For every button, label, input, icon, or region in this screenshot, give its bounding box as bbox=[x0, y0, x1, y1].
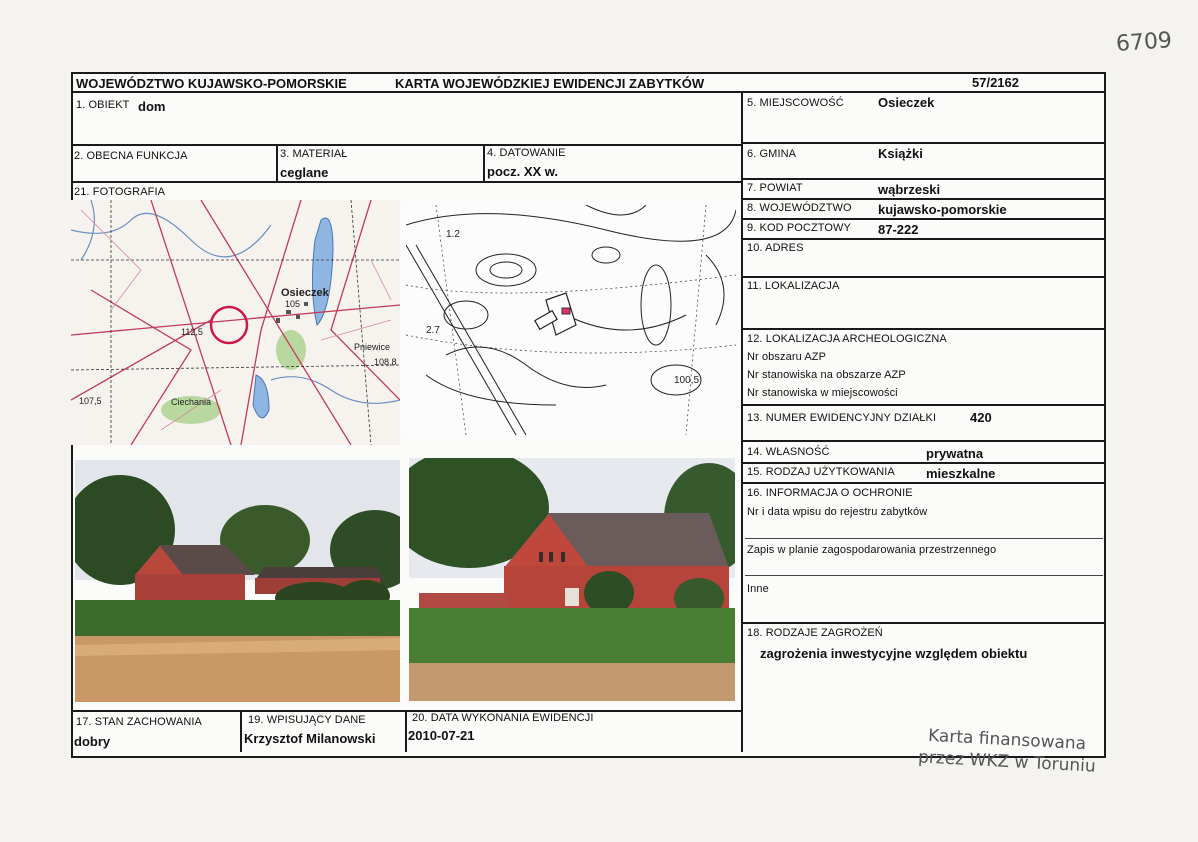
datowanie-value: pocz. XX w. bbox=[487, 164, 559, 179]
gmina-value: Książki bbox=[878, 146, 923, 161]
card-number: 57/2162 bbox=[972, 75, 1019, 90]
material-value: ceglane bbox=[280, 165, 329, 180]
ochrona-line-1: Nr i data wpisu do rejestru zabytków bbox=[747, 506, 928, 518]
uzytkowanie-value: mieszkalne bbox=[926, 466, 996, 481]
ochrona-line-2: Zapis w planie zagospodarowania przestrzennego bbox=[747, 544, 997, 556]
map-elev-4: 108,8 bbox=[374, 357, 397, 367]
wlasnosc-value: prywatna bbox=[926, 446, 984, 461]
location-map-regional bbox=[71, 200, 400, 445]
obiekt-value: dom bbox=[138, 99, 166, 114]
dzialka-value: 420 bbox=[970, 410, 992, 425]
card-title: KARTA WOJEWÓDZKIEJ EWIDENCJI ZABYTKÓW bbox=[395, 76, 705, 91]
location-map-detailed bbox=[406, 205, 736, 435]
archeo-line-2: Nr stanowiska na obszarze AZP bbox=[747, 369, 906, 381]
datowanie-label: 4. DATOWANIE bbox=[487, 147, 566, 159]
archeo-line-1: Nr obszaru AZP bbox=[747, 351, 827, 363]
lokalizacja-label: 11. LOKALIZACJA bbox=[747, 280, 840, 292]
archeo-line-3: Nr stanowiska w miejscowości bbox=[747, 387, 898, 399]
funding-stamp-line-2: przez WKZ w Toruniu bbox=[917, 747, 1097, 777]
material-label: 3. MATERIAŁ bbox=[280, 148, 348, 160]
wojewodztwo-value: kujawsko-pomorskie bbox=[878, 202, 1007, 217]
map2-elev-2: 1.2 bbox=[446, 229, 460, 240]
zagrozenia-label: 18. RODZAJE ZAGROŻEŃ bbox=[747, 627, 883, 639]
map-place-3: Ciechania bbox=[171, 397, 212, 407]
powiat-label: 7. POWIAT bbox=[747, 182, 803, 194]
photo-house-close bbox=[409, 458, 735, 701]
wlasnosc-label: 14. WŁASNOŚĆ bbox=[747, 446, 830, 458]
ochrona-label: 16. INFORMACJA O OCHRONIE bbox=[747, 487, 913, 499]
funding-stamp-line-1: Karta finansowana bbox=[927, 725, 1087, 755]
map2-elev: 100,5 bbox=[674, 375, 700, 386]
map-elev-2: 112,5 bbox=[181, 327, 203, 337]
data-label: 20. DATA WYKONANIA EWIDENCJI bbox=[412, 712, 594, 724]
stan-label: 17. STAN ZACHOWANIA bbox=[76, 716, 202, 728]
stan-value: dobry bbox=[74, 734, 111, 749]
corner-note: 6709 bbox=[1115, 28, 1173, 57]
photo-house-distant bbox=[75, 460, 400, 702]
dzialka-label: 13. NUMER EWIDENCYJNY DZIAŁKI bbox=[747, 412, 937, 424]
region-heading: WOJEWÓDZTWO KUJAWSKO-POMORSKIE bbox=[76, 76, 347, 91]
map-place-2: Pniewice bbox=[354, 342, 391, 352]
wpisujacy-value: Krzysztof Milanowski bbox=[244, 731, 376, 746]
kod-label: 9. KOD POCZTOWY bbox=[747, 222, 851, 234]
uzytkowanie-label: 15. RODZAJ UŻYTKOWANIA bbox=[747, 466, 895, 478]
miejscowosc-label: 5. MIEJSCOWOŚĆ bbox=[747, 97, 844, 109]
funkcja-label: 2. OBECNA FUNKCJA bbox=[74, 150, 188, 162]
data-value: 2010-07-21 bbox=[408, 728, 475, 743]
obiekt-label: 1. OBIEKT bbox=[76, 99, 130, 111]
wojewodztwo-label: 8. WOJEWÓDZTWO bbox=[747, 202, 852, 214]
fotografia-label: 21. FOTOGRAFIA bbox=[74, 186, 166, 198]
powiat-value: wąbrzeski bbox=[878, 182, 941, 197]
gmina-label: 6. GMINA bbox=[747, 148, 797, 160]
map-elev-1: 105 bbox=[285, 299, 301, 309]
map-town-label: Osieczek bbox=[281, 287, 329, 299]
ochrona-line-3: Inne bbox=[747, 583, 769, 595]
adres-label: 10. ADRES bbox=[747, 242, 804, 254]
miejscowosc-value: Osieczek bbox=[878, 95, 935, 110]
map-elev-3: 107,5 bbox=[79, 396, 102, 406]
archeo-label: 12. LOKALIZACJA ARCHEOLOGICZNA bbox=[747, 333, 947, 345]
map2-elev-3: 2.7 bbox=[426, 325, 440, 336]
zagrozenia-value: zagrożenia inwestycyjne względem obiektu bbox=[760, 646, 1028, 661]
kod-value: 87-222 bbox=[878, 222, 919, 237]
wpisujacy-label: 19. WPISUJĄCY DANE bbox=[248, 714, 366, 726]
